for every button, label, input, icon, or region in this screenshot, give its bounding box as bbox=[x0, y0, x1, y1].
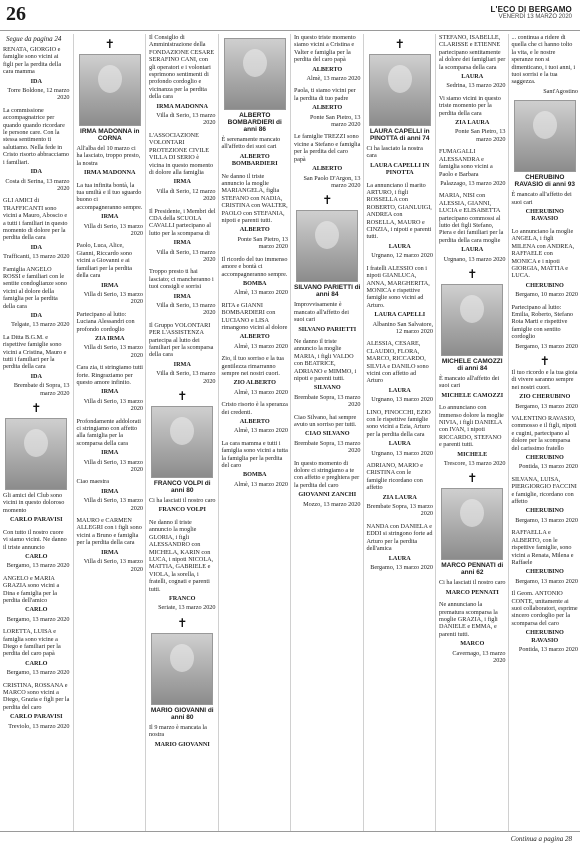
notice-text: Partecipano al lutto: Luciana Alessandri con profondo cordoglio bbox=[76, 310, 135, 333]
notice-text: Cara zia, ti stringiamo tutti forte. Ringraziamo per questo amore infinito. bbox=[76, 364, 144, 386]
place-date: Torre Boldone, 12 marzo 2020 bbox=[7, 87, 70, 102]
continued-from: Segue da pagina 24 bbox=[6, 35, 62, 43]
notice-text: Ne danno il triste annuncio la moglie MARIA, i figli VALDO con BEATRICE, ADRIANO e MIMMO, i nipoti e parenti tutti. bbox=[294, 337, 357, 382]
notice-text: I fratelli ALESSIO con i nipoti GIANLUCA, ANNA, MARGHERITA, MONICA e rispettive famiglie sono vicini ad Arturo. bbox=[366, 264, 430, 309]
portrait-photo bbox=[441, 488, 503, 560]
obituary-notice bbox=[219, 173, 292, 251]
deceased-name: IRMA MADONNA bbox=[156, 102, 208, 110]
notice-text: NANDA con DANIELA e EDDI si stringono forte ad Arturo per la perdita dell'amica bbox=[366, 522, 433, 553]
notice-text: Ciao maestra bbox=[76, 478, 109, 486]
deceased-name: MARCO PENNATI bbox=[445, 588, 499, 596]
portrait-caption: SILVANO PARIETTI di anni 84 bbox=[294, 284, 361, 299]
notice-text: Ne annunciano la prematura scomparsa la moglie GRAZIA, i figli DANIELE e EMMA, e parenti tutti. bbox=[439, 601, 498, 638]
deceased-name: ALBERTO BOMBARDIERI bbox=[231, 152, 278, 168]
place-date: Urgnano, 12 marzo 2020 bbox=[371, 252, 433, 260]
cross-icon: ✝ bbox=[31, 401, 42, 416]
obituary-notice bbox=[0, 628, 73, 676]
deceased-name: MICHELE bbox=[457, 450, 488, 458]
deceased-name: ALBERTO bbox=[239, 333, 270, 341]
obituary-notice bbox=[364, 340, 437, 403]
notice-text: Il 9 marzo è mancata la nostra bbox=[149, 723, 207, 739]
notice-text: RENATA, GIORGIO e famiglie sono vicini ai figli per la perdita della cara mamma bbox=[3, 46, 62, 76]
portrait-photo bbox=[441, 284, 503, 356]
obituary-column bbox=[363, 34, 437, 832]
deceased-name: CARLO bbox=[25, 606, 48, 614]
deceased-name: LAURA CAPELLI IN PINOTTA bbox=[370, 161, 430, 177]
obituary-notice bbox=[364, 523, 437, 571]
obituary-notice bbox=[509, 415, 580, 471]
continued-on: Continua a pagina 28 bbox=[510, 835, 572, 843]
deceased-name: LAURA bbox=[461, 73, 484, 81]
obituary-notice bbox=[74, 182, 147, 238]
obituary-notice bbox=[219, 38, 292, 168]
page-number: 26 bbox=[6, 3, 26, 25]
deceased-name: IRMA bbox=[101, 449, 119, 457]
obituary-notice bbox=[364, 182, 437, 260]
deceased-name: BOMBA bbox=[243, 471, 267, 479]
obituary-notice bbox=[146, 268, 219, 316]
notice-text: All'alba del 10 marzo ci ha lasciato, troppo presto, la nostra bbox=[76, 145, 141, 167]
notice-text: Famiglia ANGELO ROSSI e familiari con le sentite condoglianze sono vicini al dolore della famiglia per la perdita della cara bbox=[3, 265, 67, 310]
page-footer bbox=[0, 831, 580, 849]
notice-text: MARIA, NISI con ALESSIA, GIANNI, LUCIA e ELISABETTA partecipano commossi al lutto dei figli Stefano, Piera e dei familiari per la perdita della cara moglie bbox=[439, 192, 504, 244]
portrait-caption: FRANCO VOLPI di anni 80 bbox=[153, 480, 211, 495]
obituary-notice bbox=[364, 265, 437, 336]
place-date: Almè, 13 marzo 2020 bbox=[234, 388, 288, 396]
deceased-name: SILVANO PARIETTI bbox=[298, 325, 357, 333]
obituary-notice bbox=[364, 409, 437, 457]
portrait-photo bbox=[79, 54, 141, 126]
obituary-notice bbox=[0, 107, 73, 192]
portrait-photo bbox=[224, 38, 286, 110]
deceased-name: CHERUBINO RAVASIO bbox=[525, 629, 564, 644]
place-date: Urgnano, 13 marzo 2020 bbox=[371, 396, 433, 404]
notice-text: CRISTINA, ROSSANA e MARCO sono vicini a Diego, Grazia e figli per la perdita del caro bbox=[3, 681, 70, 711]
deceased-name: CARLO bbox=[25, 659, 48, 667]
place-date: San Paolo D'Argon, 13 marzo 2020 bbox=[303, 174, 361, 189]
deceased-name: ZIA IRMA bbox=[95, 334, 125, 342]
notice-text: Gli amici del Club sono vicini in questo doloroso momento bbox=[3, 492, 65, 514]
deceased-name: LAURA bbox=[388, 386, 411, 394]
notice-text: Il tuo ricordo e la tua gioia di vivere saranno sempre nei nostri cuori. bbox=[511, 368, 578, 391]
place-date: Bergamo, 13 marzo 2020 bbox=[370, 563, 433, 571]
notice-text: LORETTA, LUISA e famiglia sono vicine a Diego e familiari per la perdita del caro papà bbox=[3, 628, 61, 658]
place-date: Villa di Serio, 13 marzo 2020 bbox=[83, 290, 143, 306]
place-date: Villa di Serio, 13 marzo 2020 bbox=[156, 112, 216, 127]
portrait-photo bbox=[369, 54, 431, 126]
notice-text: FUMAGALLI ALESSANDRA e famiglia sono vicini a Paolo e Barbara bbox=[439, 148, 493, 178]
notice-text: Partecipano al lutto: Emilia, Roberto, Stefano Rota Marti e rispettive famiglie con sentito cordoglio bbox=[511, 303, 574, 341]
notice-text: Ci ha lasciato la nostra cara bbox=[366, 145, 423, 160]
obituary-notice bbox=[146, 617, 219, 748]
page-header bbox=[0, 0, 580, 31]
notice-text: La Ditta B.G.M. e rispettive famiglie sono vicini a Cristina, Mauro e tutti i familiari per la perdita della cara bbox=[3, 333, 67, 371]
notice-text: Zio, il tuo sorriso e la tua gentilezza rimarranno sempre nei nostri cuori. bbox=[221, 355, 284, 377]
obituary-notice bbox=[0, 46, 73, 102]
notice-text: L'ASSOCIAZIONE VOLONTARI PROTEZIONE CIVILE VILLA DI SERIO è vicina in questo momento di dolore alla famiglia bbox=[149, 131, 214, 176]
obituary-notice bbox=[509, 590, 580, 653]
portrait-caption: CHERUBINO RAVASIO di anni 93 bbox=[514, 174, 575, 189]
notice-text: VALENTINO RAVASIO, commosso e il figli, nipoti e cugini, partecipano al dolore per la scomparsa del carissimo fratello bbox=[511, 415, 577, 452]
obituary-notice bbox=[219, 302, 292, 350]
place-date: Almè, 13 marzo 2020 bbox=[234, 342, 288, 350]
obituary-column bbox=[435, 34, 509, 832]
obituary-notice bbox=[509, 476, 580, 524]
obituary-notice bbox=[436, 95, 509, 143]
obituary-notice bbox=[74, 418, 147, 474]
obituary-notice bbox=[74, 364, 147, 412]
deceased-name: CHERUBINO bbox=[525, 281, 564, 289]
notice-text: Il Consiglio di Amministrazione della FONDAZIONE CESARE SERAFINO CANI, con gli operatori e i volontari esprimono sentimenti di profondo cordoglio e vicinanza per la perdita della cara bbox=[149, 34, 215, 101]
deceased-name: CIAO SILVANO bbox=[304, 430, 350, 438]
deceased-name: LAURA bbox=[461, 246, 484, 254]
obituary-column bbox=[73, 34, 147, 832]
obituary-notice bbox=[219, 355, 292, 396]
place-date: Ponte San Pietro, 13 marzo 2020 bbox=[237, 235, 288, 251]
place-date: Bergamo, 13 marzo 2020 bbox=[515, 342, 578, 350]
place-date: Villa di Serio, 13 marzo 2020 bbox=[83, 497, 143, 512]
place-date: Ponte San Pietro, 13 marzo 2020 bbox=[454, 128, 506, 143]
obituary-notice bbox=[0, 334, 73, 397]
masthead bbox=[490, 5, 572, 20]
deceased-name: ZIO ALBERTO bbox=[233, 379, 276, 387]
place-date: Trafficanti, 13 marzo 2020 bbox=[3, 253, 70, 261]
portrait-photo bbox=[151, 406, 213, 478]
obituary-notice bbox=[509, 228, 580, 299]
place-date: Brembate Sopra, 13 marzo 2020 bbox=[294, 439, 361, 455]
obituary-notice bbox=[146, 208, 219, 264]
deceased-name: ALBERTO bbox=[239, 418, 270, 425]
deceased-name: ALBERTO bbox=[312, 165, 343, 173]
place-date: Palazzago, 13 marzo 2020 bbox=[440, 179, 506, 187]
place-date: Villa di Serio, 13 marzo 2020 bbox=[156, 248, 216, 263]
deceased-name: IRMA bbox=[101, 281, 119, 289]
place-date: Bergamo, 13 marzo 2020 bbox=[515, 577, 578, 585]
place-date: Villa di Serio, 13 marzo 2020 bbox=[156, 302, 216, 317]
deceased-name: IRMA bbox=[173, 178, 191, 186]
obituary-notice bbox=[436, 268, 509, 399]
place-date: Urgnano, 13 marzo 2020 bbox=[371, 449, 433, 457]
cross-icon: ✝ bbox=[177, 389, 188, 404]
obituary-notice bbox=[509, 100, 580, 223]
deceased-name: BOMBA bbox=[243, 279, 267, 287]
obituary-notice bbox=[74, 242, 147, 305]
notice-text: LINO, FINOCCHI, EZIO con le rispettive famiglie sono vicini a Ezia, Arturo per la perdita della cara bbox=[366, 408, 431, 438]
deceased-name: ZIA LAURA bbox=[455, 119, 490, 127]
place-date: Treviolo, 13 marzo 2020 bbox=[8, 722, 70, 730]
cross-icon: ✝ bbox=[467, 266, 478, 281]
cross-icon: ✝ bbox=[104, 37, 115, 51]
obituary-notice bbox=[291, 338, 364, 409]
notice-text: Paolo, Luca, Alice, Gianni, Riccardo sono vicini a Giovanni e ai familiari per la perdita della cara bbox=[76, 242, 133, 280]
place-date: Sedrina, 13 marzo 2020 bbox=[446, 82, 506, 90]
place-date: Villa di Serio, 13 marzo 2020 bbox=[156, 370, 216, 385]
portrait-photo bbox=[514, 100, 576, 172]
portrait-photo bbox=[151, 633, 213, 705]
notice-text: Paola, ti siamo vicini per la perdita di tuo padre bbox=[294, 87, 356, 102]
place-date: Brembate Sopra, 13 marzo 2020 bbox=[366, 503, 433, 518]
notice-text: ADRIANO, MARIO e CRISTINA con le famiglie ricordano con affetto bbox=[366, 462, 424, 492]
deceased-name: MARIO GIOVANNI bbox=[154, 740, 210, 748]
notice-text: Ci ha lasciati il nostro caro bbox=[439, 579, 506, 587]
deceased-name: IRMA bbox=[173, 292, 191, 300]
obituary-notice bbox=[219, 440, 292, 488]
deceased-name: IRMA bbox=[101, 213, 119, 221]
obituary-notice bbox=[0, 575, 73, 623]
obituary-notice bbox=[291, 194, 364, 333]
notice-text: La annunciano il marito ARTURO, i figli ROSSELLA con ROBERTO, GIANLUIGI, ANDREA con ROSELLA, MAURO e CINZIA, i nipoti e parenti tutti. bbox=[366, 181, 432, 241]
obituary-notice bbox=[436, 148, 509, 187]
notice-text: Ne danno il triste annuncio la moglie MARIANGELA, figlia STEFANO con NADIA, CRISTINA con WALTER, PAOLO con STEFANIA, nipoti e parenti tutti. bbox=[221, 172, 288, 225]
deceased-name: GIOVANNI ZANCHI bbox=[298, 491, 357, 499]
notice-text: Improvvisamente è mancato all'affetto dei suoi cari bbox=[294, 301, 349, 324]
deceased-name: ALBERTO bbox=[312, 104, 343, 112]
place-date: Almè, 13 marzo 2020 bbox=[234, 427, 288, 435]
place-date: Villa di Serio, 13 marzo 2020 bbox=[83, 397, 143, 413]
notice-text: Ci ha lasciati il nostro caro bbox=[149, 497, 216, 505]
obituary-column bbox=[290, 34, 364, 832]
obituary-column bbox=[0, 46, 73, 844]
notice-text: Ciao Silvano, hai sempre avuto un sorriso per tutti. bbox=[294, 413, 357, 428]
obituary-notice bbox=[291, 87, 364, 128]
notice-text: Il Presidente, i Membri del CDA della SCUOLA CAVALLI partecipano al lutto per la scomparsa di bbox=[149, 207, 216, 237]
place-date: Villa di Serio, 12 marzo 2020 bbox=[156, 187, 216, 203]
notice-text: La tua infinita bontà, la tua umiltà e il tuo sguardo buono ci accompagneranno sempre. bbox=[76, 181, 143, 211]
obituary-notice bbox=[74, 517, 147, 573]
deceased-name: IRMA bbox=[173, 239, 191, 247]
deceased-name: FRANCO bbox=[169, 594, 196, 602]
place-date: Mozzo, 13 marzo 2020 bbox=[303, 500, 361, 508]
obituary-notice bbox=[146, 322, 219, 385]
portrait-caption: ALBERTO BOMBARDIERI di anni 86 bbox=[227, 112, 282, 133]
obituary-notice bbox=[0, 402, 73, 524]
newspaper-title: L'ECO DI BERGAMO bbox=[490, 5, 572, 14]
deceased-name: FRANCO VOLPI bbox=[158, 506, 206, 514]
notice-text: ANGELO e MARIA GRAZIA sono vicini a Dina e famiglia per la perdita dell'amico bbox=[3, 574, 60, 604]
notice-text: Cristo risorto è la speranza dei credenti. bbox=[221, 401, 288, 416]
cross-icon: ✝ bbox=[394, 37, 405, 51]
obituary-notice bbox=[291, 133, 364, 189]
place-date: Albanino San Salvatore, 12 marzo 2020 bbox=[372, 320, 433, 335]
place-date: Urgnano, 13 marzo 2020 bbox=[443, 255, 506, 263]
obituary-notice bbox=[291, 34, 364, 82]
obituary-notice bbox=[219, 401, 292, 435]
deceased-name: IDA bbox=[30, 77, 42, 85]
obituary-column bbox=[145, 34, 219, 832]
place-date: Brembate Sopra, 13 marzo 2020 bbox=[294, 393, 361, 409]
obituary-notice bbox=[436, 404, 509, 467]
portrait-photo bbox=[5, 418, 67, 490]
obituary-notice bbox=[74, 311, 147, 359]
issue-date: VENERDÌ 13 MARZO 2020 bbox=[498, 14, 572, 20]
deceased-name: IRMA MADONNA bbox=[84, 169, 136, 177]
deceased-name: IRMA bbox=[101, 487, 119, 495]
place-date: Bergamo, 13 marzo 2020 bbox=[6, 615, 70, 623]
deceased-name: CHERUBINO bbox=[525, 568, 564, 576]
place-date: Bergamo, 10 marzo 2020 bbox=[515, 291, 578, 299]
notice-text: GLI AMICI di TRAFFICANTI sono vicini a Mauro, Aboscio e a tutti i familiari in questo momento di dolore per la perdita della cara bbox=[3, 197, 68, 242]
deceased-name: IDA bbox=[30, 168, 42, 176]
notice-text: Profondamente addolorati ci stringiamo con affetto alla famiglia per la scomparsa della cara bbox=[76, 417, 141, 447]
deceased-name: LAURA bbox=[388, 242, 411, 250]
place-date: Cavernago, 13 marzo 2020 bbox=[452, 649, 506, 665]
notice-text: Vi siamo vicini in questo triste momento per la perdita della cara bbox=[439, 94, 501, 117]
notice-text: La commissione accompagnatrice per quando quando ricordare le persone care. Con la stessa sentimento ti salutiamo. Nella fede in Cristo risorto abbracciamo i familiari. bbox=[3, 106, 69, 166]
obituary-notice bbox=[509, 355, 580, 410]
place-date: Trescore, 13 marzo 2020 bbox=[443, 460, 506, 468]
place-date: Almè, 13 marzo 2020 bbox=[234, 289, 288, 297]
deceased-name: SILVANO bbox=[313, 384, 341, 392]
obituary-notice bbox=[436, 472, 509, 596]
place-date: Villa di Serio, 13 marzo 2020 bbox=[83, 344, 143, 359]
obituary-notice bbox=[436, 192, 509, 263]
place-date: Brembate di Sopra, 13 marzo 2020 bbox=[13, 382, 70, 397]
obituary-notice bbox=[146, 34, 219, 127]
deceased-name: IRMA bbox=[101, 388, 119, 396]
notice-text: STEFANO, ISABELLE, CLARISSE e ETIENNE partecipano sentitamente al dolore dei famigliari per la scomparsa della cara bbox=[439, 34, 506, 71]
obituary-notice bbox=[436, 601, 509, 664]
obituary-notice bbox=[509, 529, 580, 585]
obituary-notice bbox=[364, 38, 437, 177]
cross-icon: ✝ bbox=[467, 471, 478, 486]
place-date: Costa di Serina, 13 marzo 2020 bbox=[5, 177, 70, 192]
place-date: Almè, 13 marzo 2020 bbox=[306, 75, 361, 83]
notice-text: Il Gruppo VOLONTARI PER L'ASSISTENZA partecipa al lutto dei familiari per la scomparsa della cara bbox=[149, 321, 214, 359]
obituary-notice bbox=[509, 304, 580, 350]
portrait-caption: MICHELE CAMOZZI di anni 84 bbox=[441, 357, 503, 372]
obituary-notice bbox=[0, 529, 73, 570]
notice-text: Lo annunciano la moglie ANGELA, i figli MILENA con ANDREA, RAFFAELE con MONICA e i nipoti GIORGIA, MATTIA e LUCA. bbox=[511, 227, 575, 280]
place-date: Seriate, 13 marzo 2020 bbox=[158, 604, 216, 612]
obituary-notice bbox=[146, 132, 219, 203]
deceased-name: IRMA bbox=[101, 548, 119, 556]
deceased-name: LAURA CAPELLI bbox=[374, 311, 426, 319]
notice-text: Lo annunciano con immenso dolore la moglie NIVIA, i figli DANIELA con IVAN, i nipoti RICCARDO, STEFANO e parenti tutti. bbox=[439, 404, 504, 449]
place-date: Telgate, 13 marzo 2020 bbox=[11, 321, 70, 329]
cross-icon: ✝ bbox=[322, 193, 333, 208]
notice-text: RAFFAELLA e ALBERTO, con le rispettive famiglie, sono vicini a Renata, Milena e Raffaele bbox=[511, 529, 574, 566]
deceased-name: CARLO PARAVISI bbox=[9, 713, 63, 721]
notice-text: È serenamente mancato all'affetto dei suoi cari bbox=[221, 136, 281, 151]
cross-icon: ✝ bbox=[539, 353, 550, 368]
deceased-name: LAURA bbox=[388, 440, 411, 448]
obituary-notice bbox=[74, 38, 147, 177]
notice-text: Le famiglie TREZZI sono vicine a Stefano e famiglia per la perdita del caro papà bbox=[294, 133, 361, 163]
obituary-notice bbox=[291, 414, 364, 455]
notice-text: ALESSIA, CESARE, CLAUDIO, FLORA, MARCO, RICCARDO, SILVIA e DANILO sono vicini con affetto ad Arturo bbox=[366, 340, 429, 385]
obituary-notice bbox=[436, 34, 509, 90]
place-date: Bergamo, 13 marzo 2020 bbox=[6, 562, 70, 570]
place-date: Villa di Serio, 13 marzo 2020 bbox=[83, 558, 143, 573]
deceased-name: CHERUBINO bbox=[525, 454, 564, 462]
place-date: Villa di Serio, 13 marzo 2020 bbox=[83, 222, 143, 238]
deceased-name: ZIO CHERUBINO bbox=[519, 393, 571, 401]
obituary-column bbox=[508, 34, 580, 832]
deceased-name: IDA bbox=[30, 312, 42, 319]
deceased-name: IDA bbox=[30, 243, 42, 251]
obituary-notice bbox=[74, 478, 147, 512]
obituary-notice bbox=[0, 266, 73, 329]
notice-text: Con tutto il nostro cuore vi siamo vicini. Ne danno il triste annuncio bbox=[3, 528, 67, 551]
place-date: Ponte San Pietro, 13 marzo 2020 bbox=[309, 113, 361, 129]
deceased-name: ALBERTO bbox=[312, 65, 343, 73]
deceased-name: CHERUBINO bbox=[525, 507, 564, 515]
notice-text: È mancato all'affetto dei suoi cari bbox=[511, 191, 572, 206]
portrait-caption: MARCO PENNATI di anni 62 bbox=[441, 562, 504, 577]
place-date: Pontida, 13 marzo 2020 bbox=[518, 645, 578, 653]
obituary-notice bbox=[0, 197, 73, 260]
obituary-notice bbox=[364, 462, 437, 518]
deceased-name: IRMA bbox=[173, 360, 191, 368]
place-date: Almè, 13 marzo 2020 bbox=[234, 480, 288, 488]
notice-text: SILVANA, LUISA, PIERGIORGIO FACCINI e famiglie, ricordano con affetto bbox=[511, 475, 577, 506]
deceased-name: CARLO bbox=[25, 552, 48, 560]
cross-icon: ✝ bbox=[177, 615, 188, 630]
place-date: Villa di Serio, 13 marzo 2020 bbox=[83, 458, 143, 474]
obituary-notice bbox=[0, 682, 73, 730]
portrait-caption: IRMA MADONNA in CORNA bbox=[80, 128, 140, 142]
deceased-name: CARLO PARAVISI bbox=[9, 516, 63, 524]
obituary-column bbox=[218, 34, 292, 832]
notice-text: Il ricordo del tuo immenso amore e bontà ci accompagneranno sempre. bbox=[221, 255, 288, 278]
obituary-notice bbox=[291, 460, 364, 508]
deceased-name: LAURA bbox=[388, 554, 411, 562]
notice-text: Ne danno il triste annuncio la moglie GLORIA, i figli ALESSANDRO con MICHELA, KARIN con LUCA, i nipoti NICOLA, MATTIA, GABRIELE e VIOLA, la sorella, i fratelli, cognati e parenti tutti. bbox=[149, 518, 214, 593]
obituary-notice bbox=[219, 256, 292, 297]
portrait-photo bbox=[296, 210, 358, 282]
deceased-name: MARCO bbox=[460, 640, 485, 648]
place-date: Bergamo, 13 marzo 2020 bbox=[515, 516, 578, 524]
notice-text: Troppo presto ti hai lasciato; ci mancheranno i tuoi consigli e sorrisi bbox=[149, 268, 214, 291]
deceased-name: ZIA LAURA bbox=[382, 493, 417, 501]
place-date: Bergamo, 13 marzo 2020 bbox=[6, 669, 70, 677]
place-date: Bergamo, 13 marzo 2020 bbox=[515, 402, 578, 410]
deceased-name: CHERUBINO RAVASIO bbox=[525, 208, 564, 223]
notice-text: MAURO e CARMEN ALLEGRI con i figli sono vicini a Bruno e famiglia per la perdita della cara bbox=[76, 517, 142, 547]
place-date: Sant'Agostino bbox=[543, 87, 578, 95]
portrait-caption: MARIO GIOVANNI di anni 80 bbox=[150, 706, 214, 721]
notice-text: La cara mamma e tutti i famiglia sono vicini a tutta la famiglia per la perdita del caro bbox=[221, 439, 288, 470]
notice-text: È mancato all'affetto dei suoi cari bbox=[439, 374, 500, 390]
obituary-notice bbox=[146, 519, 219, 612]
deceased-name: MICHELE CAMOZZI bbox=[441, 391, 504, 399]
deceased-name: IDA bbox=[30, 372, 42, 380]
notice-text: In questo momento di dolore ci stringiamo a te con affetto e preghiera per la perdita del caro bbox=[294, 459, 360, 489]
portrait-caption: LAURA CAPELLI in PINOTTA di anni 74 bbox=[369, 128, 430, 142]
notice-text: RITA e GIANNI BOMBARDIERI con LUCIANO e LISA rimangono vicini al dolore bbox=[221, 301, 288, 331]
notice-text: ... continua a ridere di quella che ci hanno tolto la vita, e le nostre speranze non si dimenticano, i tuoi anni, i tuoi sorrisi e la tua saggezza. bbox=[511, 34, 576, 86]
obituary-notice bbox=[509, 34, 580, 95]
obituary-notice bbox=[146, 390, 219, 514]
deceased-name: ALBERTO bbox=[239, 226, 270, 234]
place-date: Pontida, 13 marzo 2020 bbox=[518, 463, 578, 471]
notice-text: In questo triste momento siamo vicini a Cristina e Valter e famiglia per la perdita del caro papà bbox=[294, 34, 356, 64]
notice-text: Il Geom. ANTONIO CONTE, unitamente ai suoi collaboratori, esprime sincero cordoglio per la scomparsa del caro bbox=[511, 590, 578, 627]
